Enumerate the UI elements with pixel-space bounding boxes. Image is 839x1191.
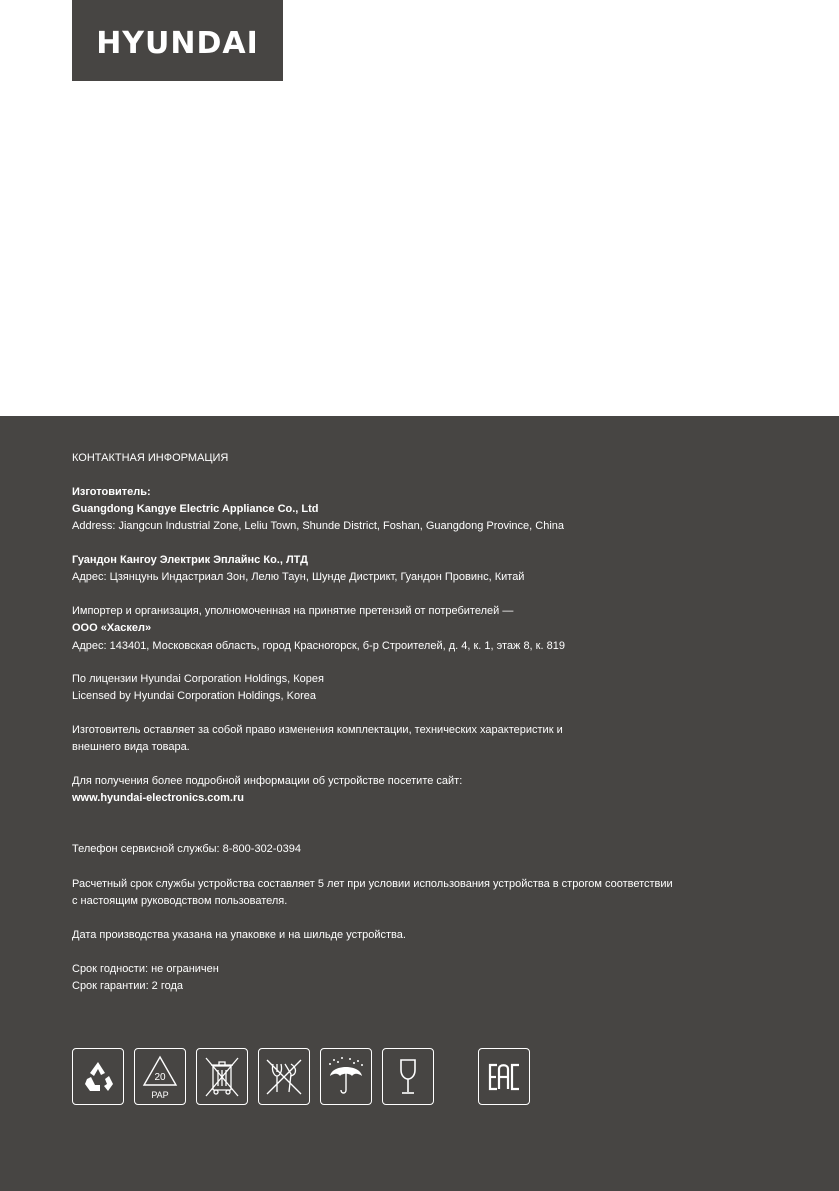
service-life-line-2: с настоящим руководством пользователя. [72, 895, 288, 907]
pap-number: 20 [154, 1071, 166, 1083]
website-intro: Для получения более подробной информации об устройстве посетите сайт: [72, 775, 463, 787]
contact-heading: КОНТАКТНАЯ ИНФОРМАЦИЯ [72, 452, 229, 464]
service-phone: Телефон сервисной службы: 8-800-302-0394 [72, 843, 301, 855]
manufacturer-name-en: Guangdong Kangye Electric Appliance Co., Ltd [72, 503, 319, 515]
production-date: Дата производства указана на упаковке и на шильде устройства. [72, 929, 406, 941]
crossed-bin-icon [196, 1048, 248, 1105]
importer-address: Адрес: 143401, Московская область, город Красногорск, б-р Строителей, д. 4, к. 1, этаж 8, к. 819 [72, 640, 565, 652]
rights-line-1: Изготовитель оставляет за собой право изменения комплектации, технических характеристик и [72, 724, 563, 736]
manufacturer-address-en: Address: Jiangcun Industrial Zone, Leliu Town, Shunde District, Foshan, Guangdong Province, China [72, 520, 565, 532]
pap-label: PAP [151, 1089, 169, 1100]
brand-logo [72, 0, 283, 81]
warranty: Срок гарантии: 2 года [72, 980, 184, 992]
manufacturer-address-ru: Адрес: Цзянцунь Индастриал Зон, Лелю Таун, Шунде Дистрикт, Гуандон Провинс, Китай [72, 571, 525, 583]
manufacturer-name-ru: Гуандон Кангоу Электрик Эплайнс Ко., ЛТД [72, 554, 308, 566]
service-life-line-1: Расчетный срок службы устройства составляет 5 лет при условии использования устройства в строгом соответствии [72, 878, 673, 890]
manufacturer-label: Изготовитель: [72, 486, 151, 498]
importer-name: ООО «Хаскел» [72, 622, 152, 634]
rights-line-2: внешнего вида товара. [72, 741, 190, 753]
eac-mark-icon [478, 1048, 530, 1105]
contact-info-panel [0, 416, 839, 1191]
website-link[interactable]: www.hyundai-electronics.com.ru [72, 792, 244, 804]
fragile-glass-icon [382, 1048, 434, 1105]
importer-line: Импортер и организация, уполномоченная на принятие претензий от потребителей — [72, 605, 514, 617]
brand-logo-text: HYUNDAI [96, 26, 259, 61]
keep-dry-icon [320, 1048, 372, 1105]
license-ru: По лицензии Hyundai Corporation Holdings, Корея [72, 673, 324, 685]
recycle-icon [72, 1048, 124, 1105]
shelf-life: Срок годности: не ограничен [72, 963, 219, 975]
license-en: Licensed by Hyundai Corporation Holdings, Korea [72, 690, 316, 702]
pap-recycling-icon [134, 1048, 186, 1105]
no-food-contact-icon [258, 1048, 310, 1105]
